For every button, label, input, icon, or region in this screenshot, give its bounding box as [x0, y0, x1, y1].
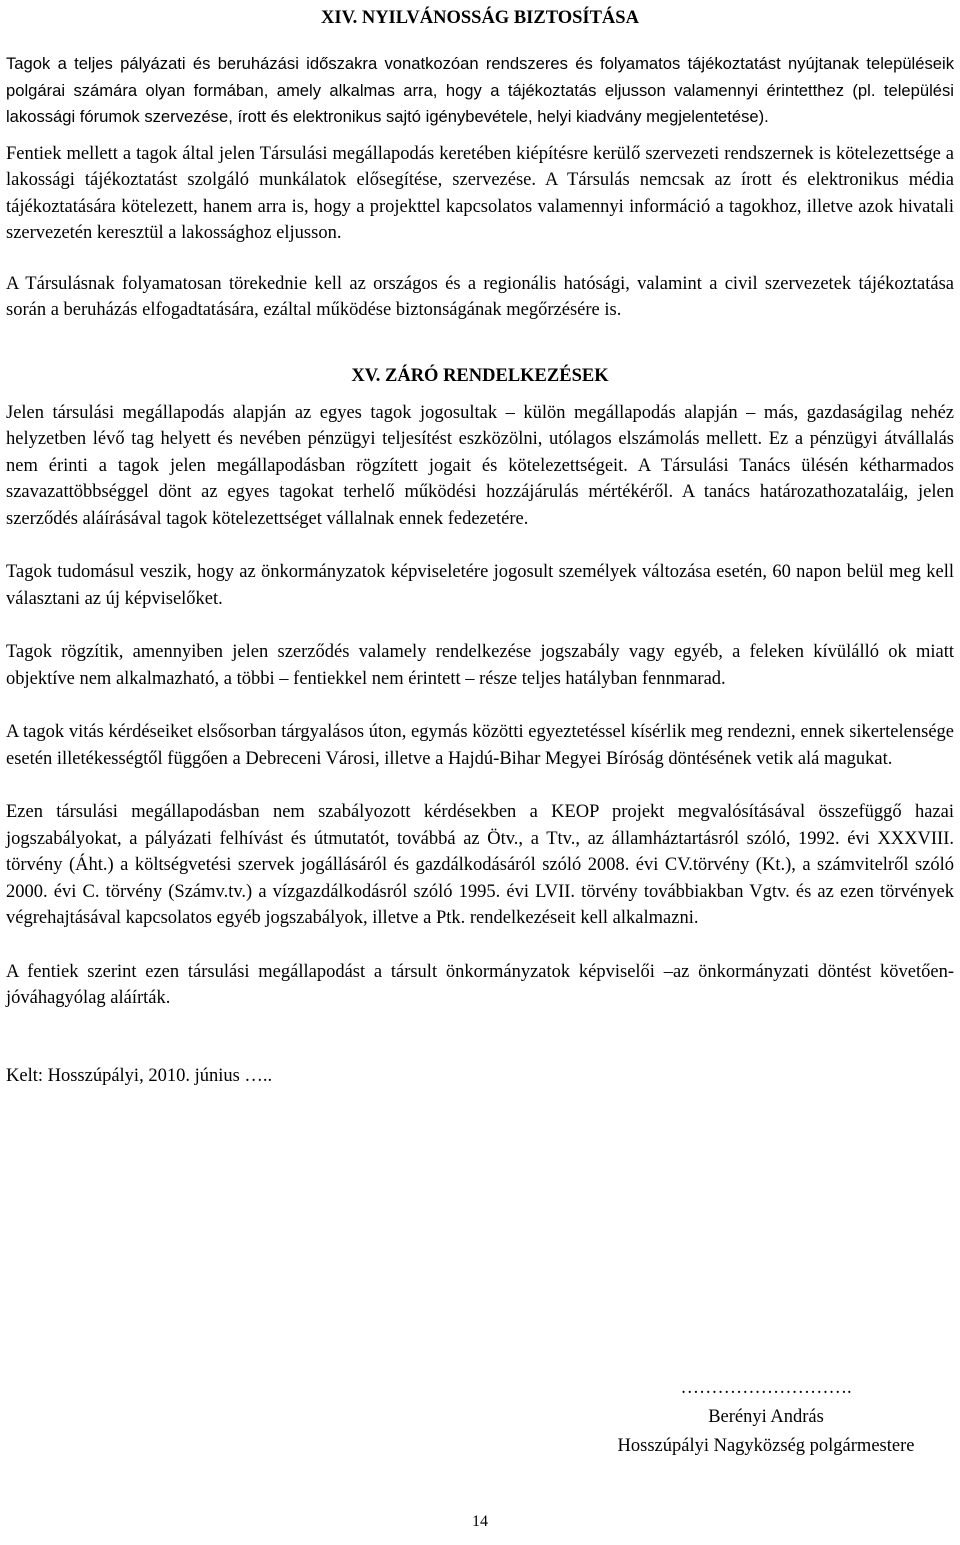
signatory-name: Berényi András	[708, 1407, 824, 1427]
page-number: 14	[472, 1513, 488, 1530]
section-14-paragraph-1: Tagok a teljes pályázati és beruházási időszakra vonatkozóan rendszeres és folyamatos tájékoztatást nyújtanak településeik polgárai számára olyan formában, amely alkalmas arra, hogy a tájékoztatás eljusson valamennyi érintetthez (pl. települési lakossági fórumok szervezése, írott és elektronikus sajtó igénybevétele, helyi kiadvány megjelentetése).	[6, 54, 954, 127]
section-15-paragraph-6: A fentiek szerint ezen társulási megállapodást a társult önkormányzatok képviselői –az önkormányzati döntést követően- jóváhagyólag aláírták.	[6, 961, 954, 1009]
section-15-paragraph-1: Jelen társulási megállapodás alapján az egyes tagok jogosultak – külön megállapodás alapján – más, gazdaságilag nehéz helyzetben lévő tag helyett és nevében pénzügyi teljesítést eszközölni, utólagos elszámolás mellett. Ez a pénzügyi átvállalás nem érinti a tagok jelen megállapodásban rögzített jogait és kötelezettségeit. A Társulási Tanács ülésén kétharmados szavazattöbbséggel dönt az egyes tagokat terhelő működési hozzájárulás mértékéről. A tanács határozathozataláig, jelen szerződés aláírásával tagok kötelezettséget vállalnak ennek fedezetére.	[6, 402, 954, 529]
section-14-title: XIV. NYILVÁNOSSÁG BIZTOSÍTÁSA	[321, 8, 639, 28]
signature-line: ……………………….	[680, 1378, 852, 1398]
section-14-paragraph-3: A Társulásnak folyamatosan törekednie kell az országos és a regionális hatósági, valamint a civil szervezetek tájékoztatása során a beruházás elfogadtatására, ezáltal működése biztonságának megőrzésére is.	[6, 273, 954, 321]
section-15-title: XV. ZÁRÓ RENDELKEZÉSEK	[351, 365, 609, 386]
date-place-line: Kelt: Hosszúpályi, 2010. június …..	[6, 1065, 273, 1086]
signatory-title: Hosszúpályi Nagyközség polgármestere	[617, 1436, 915, 1456]
section-15-paragraph-3: Tagok rögzítik, amennyiben jelen szerződés valamely rendelkezése jogszabály vagy egyéb, a feleken kívülálló ok miatt objektíve nem alkalmazható, a többi – fentiekkel nem érintett – része teljes hatályban fennmarad.	[6, 642, 954, 689]
section-14-paragraph-2: Fentiek mellett a tagok által jelen Társulási megállapodás keretében kiépítésre kerülő szervezeti rendszernek is kötelezettsége a lakossági tájékoztatást szolgáló munkálatok elősegítése, szervezése. A Társulás nemcsak az írott és elektronikus média tájékoztatására kötelezett, hanem arra is, hogy a projekttel kapcsolatos valamennyi információ a tagokhoz, illetve azok hivatali szervezetén keresztül a lakossághoz eljusson.	[6, 143, 954, 244]
document-page	[6, 0, 954, 1089]
section-15-paragraph-5: Ezen társulási megállapodásban nem szabályozott kérdésekben a KEOP projekt megvalósításával összefüggő hazai jogszabályokat, a pályázati felhívást és útmutatót, továbbá az Ötv., a Ttv., az államháztartásról szóló, 1992. évi XXXVIII. törvény (Áht.) a költségvetési szervek jogállásáról és gazdálkodásáról szóló 2008. évi CV.törvény (Kt.), a számvitelről szóló 2000. évi C. törvény (Számv.tv.) a vízgazdálkodásról szóló 1995. évi LVII. törvény továbbiakban Vgtv. és az ezen törvények végrehajtásával kapcsolatos egyéb jogszabályok, illetve a Ptk. rendelkezéseit kell alkalmazni.	[6, 802, 954, 929]
section-15-paragraph-4: A tagok vitás kérdéseiket elsősorban tárgyalásos úton, egymás közötti egyeztetéssel kísérlik meg rendezni, ennek sikertelensége esetén illetékességtől függően a Debreceni Városi, illetve a Hajdú-Bihar Megyei Bíróság döntésének vetik alá magukat.	[6, 722, 954, 769]
section-15-paragraph-2: Tagok tudomásul veszik, hogy az önkormányzatok képviseletére jogosult személyek változása esetén, 60 napon belül meg kell választani az új képviselőket.	[6, 562, 954, 609]
signature-block	[576, 1374, 956, 1461]
